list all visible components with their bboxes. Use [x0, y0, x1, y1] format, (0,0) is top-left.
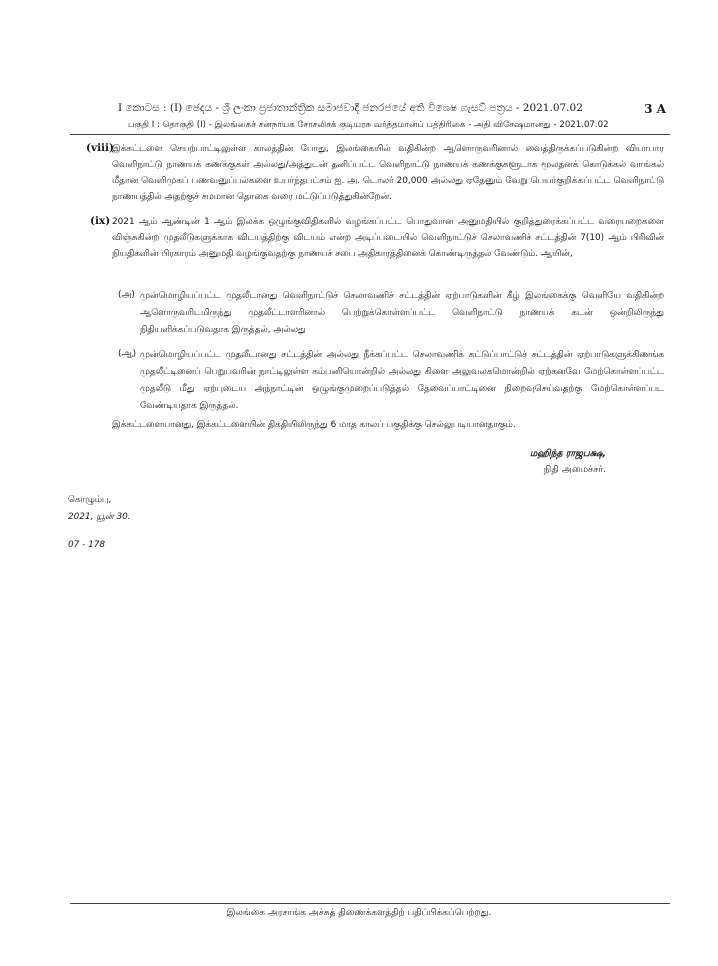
printer-footer: இலங்கை அரசாங்க அச்சுத் திணைக்களத்திற் பதிப்பிக்கப்பெற்றது.	[226, 908, 492, 918]
validity-statement: இக்கட்டளையானது, இக்கட்டளையின் திகதியிலிருந்து 6 மாத காலப் பகுதிக்கு செல்லுபடியானதாகும்.	[112, 420, 516, 430]
signatory-name: மஹிந்த ராஜபக்ஷ,	[529, 448, 606, 459]
header-divider	[70, 134, 670, 135]
item-ix-sub-a-text: முன்மொழியப்பட்ட முதலீடானது வெளிநாட்டுச் செலாவணிச் சட்டத்தின் ஏற்பாடுகளின் கீழ் இலங்கைக்கு வெளியே வதிகின்ற ஆளொருவரிடமிருந்து முதலீட்டாளரினால் பெற்றுக்கொள்ளப்பட்ட வெளிநாட்டு நாணயக் கடன் ஒன்றிலிருந்து நிதியளிக்கப்படுவதாக இருத்தல், அல்லது	[140, 291, 664, 335]
date-line: 2021, யூன் 30.	[68, 512, 131, 522]
gazette-header-tamil: பகுதி I : தொகுதி (I) - இலங்கைச் சனநாயக சோசலிசக் குடியரசு வர்த்தமானப் பத்திரிகை - அதி விசேஷமானது - 2021.07.02	[128, 120, 609, 130]
item-ix-number: (ix)	[90, 215, 111, 227]
gazette-header-sinhala	[118, 102, 666, 115]
item-ix-text: 2021 ஆம் ஆண்டின் 1 ஆம் இலக்க ஒழுங்குவிதிகளில் வழங்கப்பட்ட பொதுவான அனுமதியில் குறித்துரைக்கப்பட்ட வரையறைகளை விஞ்சுகின்ற முதலீடுகளுக்காக விடயத்திற்கு விடயம் என்ற அடிப்படையில் வெளிநாட்டுச் செலாவணிச் சட்டத்தின் 7(10) ஆம் பிரிவின் நியதிகளின் பிரகாரம் அனுமதி வழங்குவதற்கு நாணயச் சபை அதிகாரத்தினைக் கொண்டிருத்தல் வேண்டும். ஆயின்,	[112, 217, 664, 259]
header-line-sinhala: I කොටස : (I) ඡෙදය - ශ්‍රී ලංකා ප්‍රජාතාන්ත්‍රික සමාජවාදී ජනරජයේ අති විශෙෂ ගැසට් පත්‍රය - 2021.07.02	[118, 102, 583, 114]
item-viii-text: இக்கட்டளை செயற்பாட்டிலுள்ள காலத்தின் போது, இலங்கையில் வதிகின்ற ஆளொருவரினால் வைத்திருக்கப்படுகின்ற வியாபார வெளிநாட்டு நாணயக் கணக்குகள் அல்லது/அத்துடன் தனிப்பட்ட வெளிநாட்டு நாணயக் கணக்குகளூடாக மூலதனக் கொடுக்கல் வாங்கல் மீதான வெளிமுகப் பணவனுப்பல்களை உயர்ந்தபட்சம் ஐ. அ. டொலர் 20,000 அல்லது ஏதேனும் வேறு பெயர்குறிக்கப்பட்ட வெளிநாட்டு நாணயத்தில் அதற்குச் சமமான தொகை வரை மட்டுப்படுத்துகின்றேன்.	[112, 144, 664, 202]
document-code: 07 - 178	[68, 540, 106, 550]
item-ix-sub-a-label: (அ)	[118, 290, 135, 300]
footer-divider	[70, 903, 670, 904]
item-ix-sub-b-label: (ஆ)	[118, 349, 137, 359]
place-line: கொழும்பு,	[68, 495, 112, 505]
item-viii-number: (viii)	[86, 142, 115, 154]
item-ix-sub-b-text: முன்மொழியப்பட்ட முதலீடானது சட்டத்தின் அல்லது நீக்கப்பட்ட செலாவணிக் கட்டுப்பாட்டுச் சட்டத்தின் ஏற்பாடுகளுக்கிணங்க முதலீட்டினைப் பெறுபவரின் நாட்டிலுள்ள கம்பனியொன்றில் அல்லது கிளை அலுவலகமொன்றில் ஏற்கனவே மேற்கொள்ளப்பட்ட முதலீடு மீது ஏற்புடைய அந்நாட்டின் ஒழுங்குமுறைப்படுத்தல் தேவைப்பாட்டினை நிறைவுசெய்வதற்கு மேற்கொள்ளப்பட வேண்டியதாக இருத்தல்.	[140, 350, 664, 411]
signature-block	[530, 448, 606, 476]
page-number: 3 A	[644, 102, 666, 116]
signatory-title: நிதி அமைச்சர்.	[543, 464, 606, 475]
